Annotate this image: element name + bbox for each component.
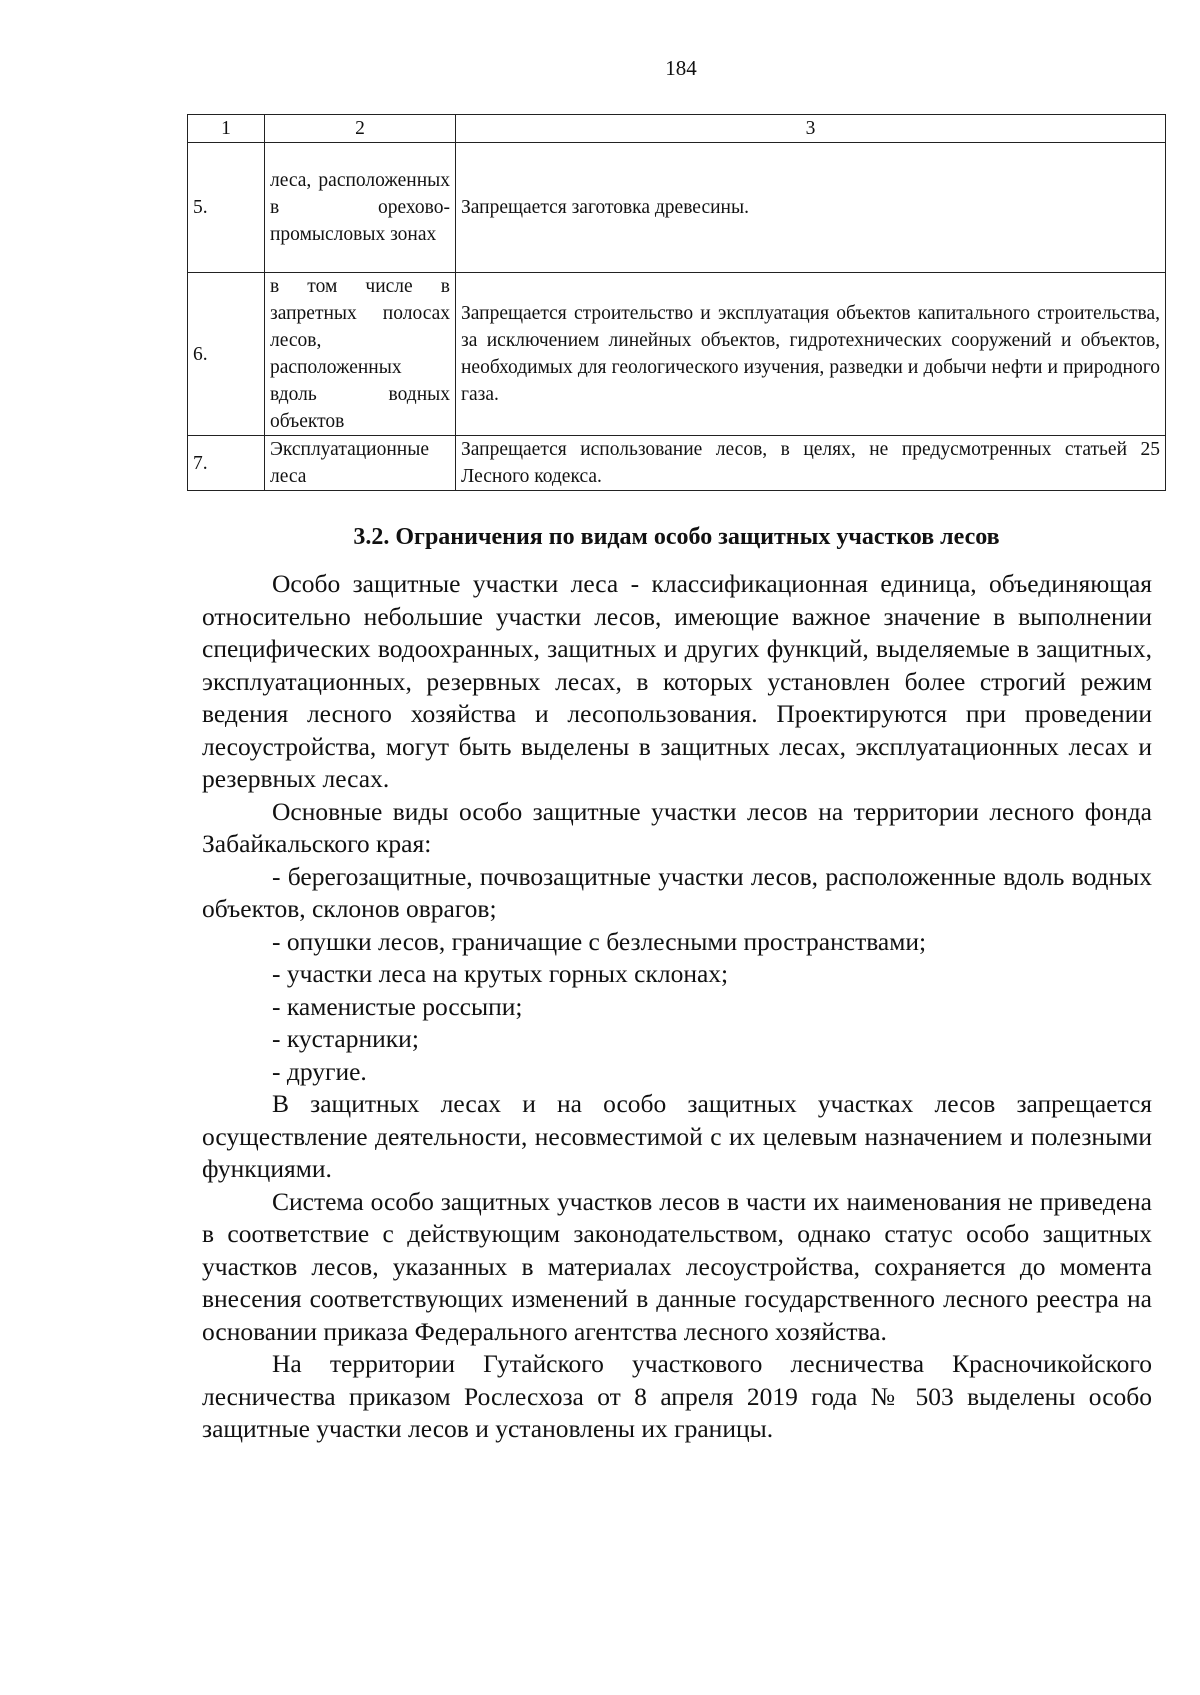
row-number: 7.: [188, 436, 265, 491]
forest-category-text: Эксплуатационные леса: [270, 439, 429, 487]
restriction-text: Запрещается заготовка древесины.: [456, 143, 1166, 273]
table-row: [188, 436, 1166, 491]
forest-category: [265, 273, 456, 436]
forest-category: [265, 143, 456, 273]
paragraph: В защитных лесах и на особо защитных участках лесов запрещается осуществление деятельности, несовместимой с их целевым назначением и полезными функциями.: [202, 1089, 1152, 1183]
body-text: [202, 568, 1152, 1446]
table-row: [188, 143, 1166, 273]
table-header-row: [188, 115, 1166, 143]
row-number: 6.: [188, 273, 265, 436]
page-number: 184: [665, 56, 697, 80]
restriction-text: Запрещается строительство и эксплуатация объектов капитального строительства, за исключением линейных объектов, гидротехнических сооружений и объектов, необходимых для геологического изучения, разведки и добычи нефти и природного газа.: [456, 273, 1166, 436]
table-header-cell: 2: [265, 115, 456, 143]
table-row: [188, 273, 1166, 436]
list-item: - каменистые россыпи;: [272, 991, 523, 1021]
forest-category-text: в том числе в запретных полосах лесов, расположенных вдоль водных объектов: [270, 276, 450, 432]
paragraph: На территории Гутайского участкового лесничества Красночикойского лесничества приказом Рослесхоза от 8 апреля 2019 года № 503 выделены особо защитные участки лесов и установлены их границы.: [202, 1349, 1152, 1443]
list-item: - берегозащитные, почвозащитные участки лесов, расположенные вдоль водных объектов, склонов оврагов;: [202, 861, 1152, 923]
list-item: - кустарники;: [272, 1024, 419, 1053]
paragraph: Особо защитные участки леса - классификационная единица, объединяющая относительно небольшие участки лесов, имеющие важное значение в выполнении специфических водоохранных, защитных и других функций, выделяемые в защитных, эксплуатационных, резервных лесах, в которых установлен более строгий режим ведения лесного хозяйства и лесопользования. Проектируются при проведении лесоустройства, могут быть выделены в защитных лесах, эксплуатационных лесах и резервных лесах.: [202, 569, 1152, 793]
paragraph: Основные виды особо защитные участки лесов на территории лесного фонда Забайкальского края:: [202, 796, 1152, 858]
table-header-cell: 1: [188, 115, 265, 143]
paragraph: Система особо защитных участков лесов в части их наименования не приведена в соответствие с действующим законодательством, однако статус особо защитных участков лесов, указанных в материалах лесоустройства, сохраняется до момента внесения соответствующих изменений в данные государственного лесного реестра на основании приказа Федерального агентства лесного хозяйства.: [202, 1186, 1152, 1346]
forest-category: [265, 436, 456, 491]
list-item: - другие.: [272, 1056, 367, 1086]
table-header-cell: 3: [456, 115, 1166, 143]
forest-category-text: леса, расположенных в орехово-промысловых зонах: [270, 170, 450, 245]
restrictions-table: [187, 114, 1166, 491]
list-item: - участки леса на крутых горных склонах;: [272, 959, 729, 988]
section-heading: 3.2. Ограничения по видам особо защитных участков лесов: [353, 524, 1000, 550]
restriction-text: Запрещается использование лесов, в целях, не предусмотренных статьей 25 Лесного кодекса.: [456, 436, 1166, 491]
list-item: - опушки лесов, граничащие с безлесными пространствами;: [272, 926, 927, 956]
row-number: 5.: [188, 143, 265, 273]
